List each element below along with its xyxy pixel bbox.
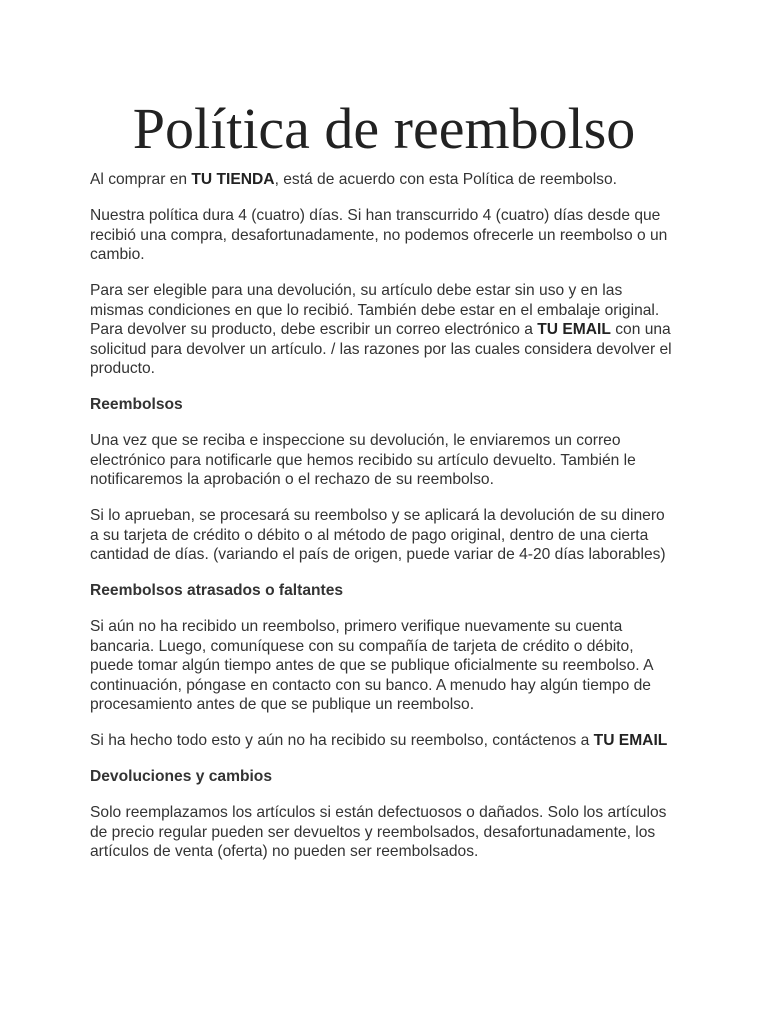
contact-paragraph xyxy=(90,731,672,751)
eligibility-paragraph xyxy=(90,281,672,379)
returns-heading: Devoluciones y cambios xyxy=(90,768,272,785)
policy-duration-paragraph: Nuestra política dura 4 (cuatro) días. Si han transcurrido 4 (cuatro) días desde que recibió una compra, desafortunadamente, no podemos ofrecerle un reembolso o un cambio. xyxy=(90,207,668,263)
intro-paragraph xyxy=(90,170,672,190)
intro-text-end: , está de acuerdo con esta Política de reembolso. xyxy=(274,171,617,188)
late-refunds-paragraph: Si aún no ha recibido un reembolso, primero verifique nuevamente su cuenta bancaria. Luego, comuníquese con su compañía de tarjeta de crédito o débito, puede tomar algún tiempo antes de que se publique oficialmente su reembolso. A continuación, póngase en contacto con su banco. A menudo hay algún tiempo de procesamiento antes de que se publique un reembolso. xyxy=(90,618,653,713)
page-title: Política de reembolso xyxy=(132,96,636,161)
contact-text: Si ha hecho todo esto y aún no ha recibido su reembolso, contáctenos a xyxy=(90,732,594,749)
returns-paragraph: Solo reemplazamos los artículos si están defectuosos o dañados. Solo los artículos de precio regular pueden ser devueltos y reembolsados, desafortunadamente, los artículos de venta (oferta) no pueden ser reembolsados. xyxy=(90,804,667,860)
eligibility-text-end: con una solicitud para devolver un artículo. / las razones por las cuales considera devolver el producto. xyxy=(90,321,672,377)
refunds-heading: Reembolsos xyxy=(90,396,183,413)
refund-inspection-paragraph: Una vez que se reciba e inspeccione su devolución, le enviaremos un correo electrónico para notificarle que hemos recibido su artículo devuelto. También le notificaremos la aprobación o el rechazo de su reembolso. xyxy=(90,432,636,488)
store-name: TU TIENDA xyxy=(191,171,275,188)
contact-email: TU EMAIL xyxy=(537,321,611,338)
document-body xyxy=(90,170,672,878)
refund-approval-paragraph: Si lo aprueban, se procesará su reembolso y se aplicará la devolución de su dinero a su tarjeta de crédito o débito o al método de pago original, dentro de una cierta cantidad de días. (variando el país de origen, puede variar de 4-20 días laborables) xyxy=(90,507,666,563)
intro-text-start: Al comprar en xyxy=(90,171,192,188)
contact-email-2: TU EMAIL xyxy=(593,732,668,749)
late-refunds-heading: Reembolsos atrasados o faltantes xyxy=(90,582,344,599)
eligibility-text-start: Para ser elegible para una devolución, su artículo debe estar sin uso y en las mismas condiciones en que lo recibió. También debe estar en el embalaje original. Para devolver su producto, debe escribir un correo electrónico a xyxy=(90,282,660,338)
